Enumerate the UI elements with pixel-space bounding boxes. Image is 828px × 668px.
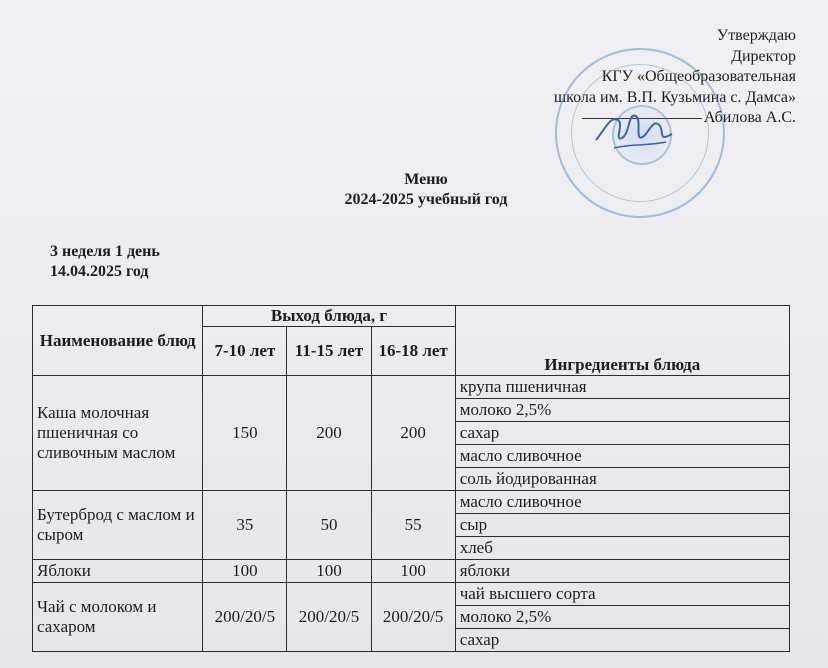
table-row — [33, 583, 790, 606]
director-name: Абилова А.С. — [703, 109, 796, 126]
ingredient: молоко 2,5% — [455, 606, 789, 629]
ingredient: масло сливочное — [455, 445, 789, 468]
approval-position: Директор — [731, 47, 796, 65]
ingredient: чай высшего сорта — [455, 583, 789, 606]
yield-16-18: 100 — [371, 560, 455, 583]
header-dish-name: Наименование блюд — [33, 306, 203, 376]
ingredient: сахар — [455, 422, 789, 445]
menu-date: 14.04.2025 год — [50, 263, 149, 280]
header-age-16-18: 16-18 лет — [371, 327, 455, 376]
ingredient: соль йодированная — [455, 468, 789, 491]
yield-7-10: 150 — [203, 376, 287, 491]
approval-school: школа им. В.П. Кузьмина с. Дамса» — [553, 88, 796, 106]
academic-year: 2024-2025 учебный год — [344, 191, 508, 208]
ingredient: яблоки — [455, 560, 789, 583]
dish-name: Чай с молоком и сахаром — [33, 583, 203, 652]
ingredient: сахар — [455, 629, 789, 652]
ingredient: сыр — [455, 514, 789, 537]
approval-label: Утверждаю — [716, 27, 796, 44]
menu-title — [0, 170, 828, 210]
yield-7-10: 200/20/5 — [203, 583, 287, 652]
table-row — [33, 376, 790, 399]
header-age-7-10: 7-10 лет — [203, 327, 287, 376]
header-ingredients: Ингредиенты блюда — [455, 306, 789, 376]
header-age-11-15: 11-15 лет — [287, 327, 371, 376]
yield-7-10: 100 — [203, 560, 287, 583]
table-header-row — [33, 306, 790, 327]
yield-11-15: 200 — [287, 376, 371, 491]
yield-11-15: 100 — [287, 560, 371, 583]
menu-title-line: Меню — [404, 171, 448, 188]
week-info — [50, 242, 160, 282]
dish-name: Бутерброд с маслом и сыром — [33, 491, 203, 560]
week-day: 3 неделя 1 день — [50, 243, 160, 260]
header-yield: Выход блюда, г — [203, 306, 455, 327]
yield-16-18: 55 — [371, 491, 455, 560]
signature-icon — [588, 98, 678, 158]
menu-table — [32, 305, 790, 652]
ingredient: крупа пшеничная — [455, 376, 789, 399]
yield-16-18: 200 — [371, 376, 455, 491]
table-row — [33, 491, 790, 514]
ingredient: масло сливочное — [455, 491, 789, 514]
yield-11-15: 200/20/5 — [287, 583, 371, 652]
approval-organization: КГУ «Общеобразовательная — [601, 68, 796, 85]
ingredient: хлеб — [455, 537, 789, 560]
dish-name: Яблоки — [33, 560, 203, 583]
ingredient: молоко 2,5% — [455, 399, 789, 422]
table-row — [33, 560, 790, 583]
yield-11-15: 50 — [287, 491, 371, 560]
yield-16-18: 200/20/5 — [371, 583, 455, 652]
dish-name: Каша молочная пшеничная со сливочным маслом — [33, 376, 203, 491]
yield-7-10: 35 — [203, 491, 287, 560]
